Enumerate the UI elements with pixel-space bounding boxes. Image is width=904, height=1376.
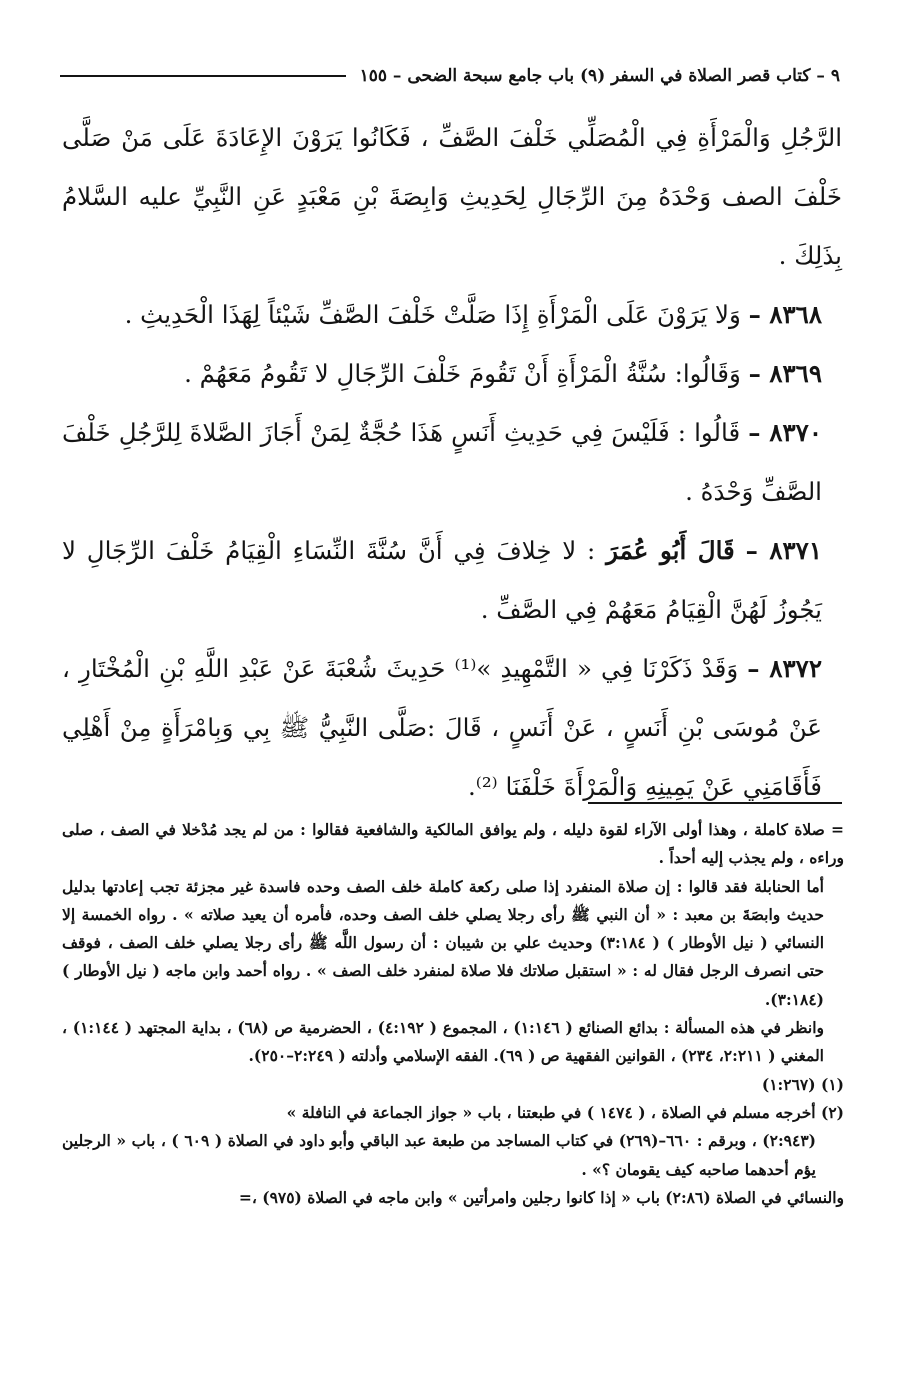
running-header [60, 60, 840, 92]
main-text [62, 108, 842, 816]
paragraph-text: وَقَالُوا: سُنَّةُ الْمَرْأَةِ أَنْ تَقُومَ خَلْفَ الرِّجَالِ لا تَقُومُ مَعَهُمْ . [184, 359, 741, 388]
footnote-2-nasai: والنسائي في الصلاة (٢:٨٦) باب « إذا كانوا رجلين وامرأتين » وابن ماجه في الصلاة (٩٧٥) ،= [238, 1187, 844, 1207]
footnote-2: (٢) أخرجه مسلم في الصلاة ، ( ١٤٧٤ ) في طبعتنا ، باب « جواز الجماعة في النافلة » [286, 1102, 844, 1122]
footnotes [62, 816, 844, 1212]
paragraph-number: ٨٣٦٩ – [748, 359, 822, 388]
paragraph-8370 [62, 403, 842, 521]
footnote-continuation-references: وانظر في هذه المسألة : بدائع الصنائع ( ١:١٤٦) ، المجموع ( ٤:١٩٢) ، الحضرمية ص (٦٨) ، بداية المجتهد ( ١:١٤٤) ، المغني ( ٢:٢١١، ٢٣٤) ، القوانين الفقهية ص ( ٦٩). الفقه الإسلامي وأدلته ( ٢:٢٤٩–٢٥٠). [62, 1018, 824, 1066]
paragraph-number: ٨٣٧٢ – [747, 654, 822, 683]
paragraph-8372 [62, 639, 842, 816]
speaker-name: قَالَ أَبُو عُمَرَ [606, 536, 735, 565]
header-text: ٩ – كتاب قصر الصلاة في السفر (٩) باب جامع سبحة الضحى – ١٥٥ [359, 66, 840, 86]
paragraph-text: قَالُوا : فَلَيْسَ فِي حَدِيثِ أَنَسٍ هَذَا حُجَّةٌ لِمَنْ أَجَازَ الصَّلاةَ لِلرَّجُلِ خَلْفَ الصَّفِّ وَحْدَهُ . [62, 418, 822, 506]
footnote-1: (١) (١:٢٦٧) [761, 1074, 844, 1094]
paragraph-8369 [62, 344, 842, 403]
paragraph-number: ٨٣٦٨ – [748, 300, 822, 329]
paragraph-text: : لا خِلافَ فِي أَنَّ سُنَّةَ النِّسَاءِ الْقِيَامُ خَلْفَ الرِّجَالِ لا يَجُوزُ لَهُنَّ الْقِيَامُ مَعَهُمْ فِي الصَّفِّ . [62, 536, 822, 624]
footnote-2-continued: (٢:٩٤٣) ، وبرقم : ٦٦٠–(٢٦٩) في كتاب المساجد من طبعة عبد الباقي وأبو داود في الصلاة ( ٦٠٩ ) ، باب « الرجلين يؤم أحدهما صاحبه كيف يقومان ؟» . [62, 1131, 816, 1179]
paragraph-text: وَقَدْ ذَكَرْنَا فِي « التَّمْهِيدِ »⁽¹⁾ حَدِيثَ شُعْبَةَ عَنْ عَبْدِ اللَّهِ بْنِ الْمُخْتَارِ ، عَنْ مُوسَى بْنِ أَنَسٍ ، عَنْ أَنَسٍ ، قَالَ :صَلَّى النَّبِيُّ ﷺ بِي وَبِامْرَأَةٍ مِنْ أَهْلِي فَأَقَامَنِي عَنْ يَمِينِهِ وَالْمَرْأَةَ خَلْفَنَا ⁽²⁾. [62, 654, 822, 801]
footnote-separator [588, 802, 842, 804]
footnote-continuation-hanabila: أما الحنابلة فقد قالوا : إن صلاة المنفرد إذا صلى ركعة كاملة خلف الصف وحده فاسدة غير مجزئة تجب إعادتها بدليل حديث وابصَةَ بن معبد : « أن النبي ﷺ رأى رجلا يصلي خلف الصف وحده، فأمره أن يعيد صلاته » . رواه الخمسة إلا النسائي ( نيل الأوطار ) ( ٣:١٨٤) وحديث علي بن شيبان : أن رسول اللَّه ﷺ رأى رجلا يصلي خلف الصف ، فوقف حتى انصرف الرجل فقال له : « استقبل صلاتك فلا صلاة لمنفرد خلف الصف » . رواه أحمد وابن ماجه ( نيل الأوطار ) (٣:١٨٤). [62, 876, 825, 1009]
footnote-continuation: = صلاة كاملة ، وهذا أولى الآراء لقوة دليله ، ولم يوافق المالكية والشافعية فقالوا : من لم يجد مُدْخلا في الصف ، صلى وراءه ، ولم يجذب إليه أحداً . [62, 820, 844, 868]
paragraph-number: ٨٣٧١ – [745, 536, 822, 565]
header-rule [60, 75, 346, 77]
paragraph-continuation: الرَّجُلِ وَالْمَرْأَةِ فِي الْمُصَلِّي خَلْفَ الصَّفِّ ، فَكَانُوا يَرَوْنَ الإِعَادَةَ عَلَى مَنْ صَلَّى خَلْفَ الصف وَحْدَهُ مِنَ الرِّجَالِ لِحَدِيثِ وَابِصَةَ بْنِ مَعْبَدٍ عَنِ النَّبِيِّ عليه السَّلامُ بِذَلِكَ . [62, 123, 842, 270]
paragraph-number: ٨٣٧٠ – [748, 418, 822, 447]
paragraph-text: وَلا يَرَوْنَ عَلَى الْمَرْأَةِ إِذَا صَلَّتْ خَلْفَ الصَّفِّ شَيْئاً لِهَذَا الْحَدِيثِ . [124, 300, 741, 329]
paragraph-8368 [62, 285, 842, 344]
paragraph-8371 [62, 521, 842, 639]
